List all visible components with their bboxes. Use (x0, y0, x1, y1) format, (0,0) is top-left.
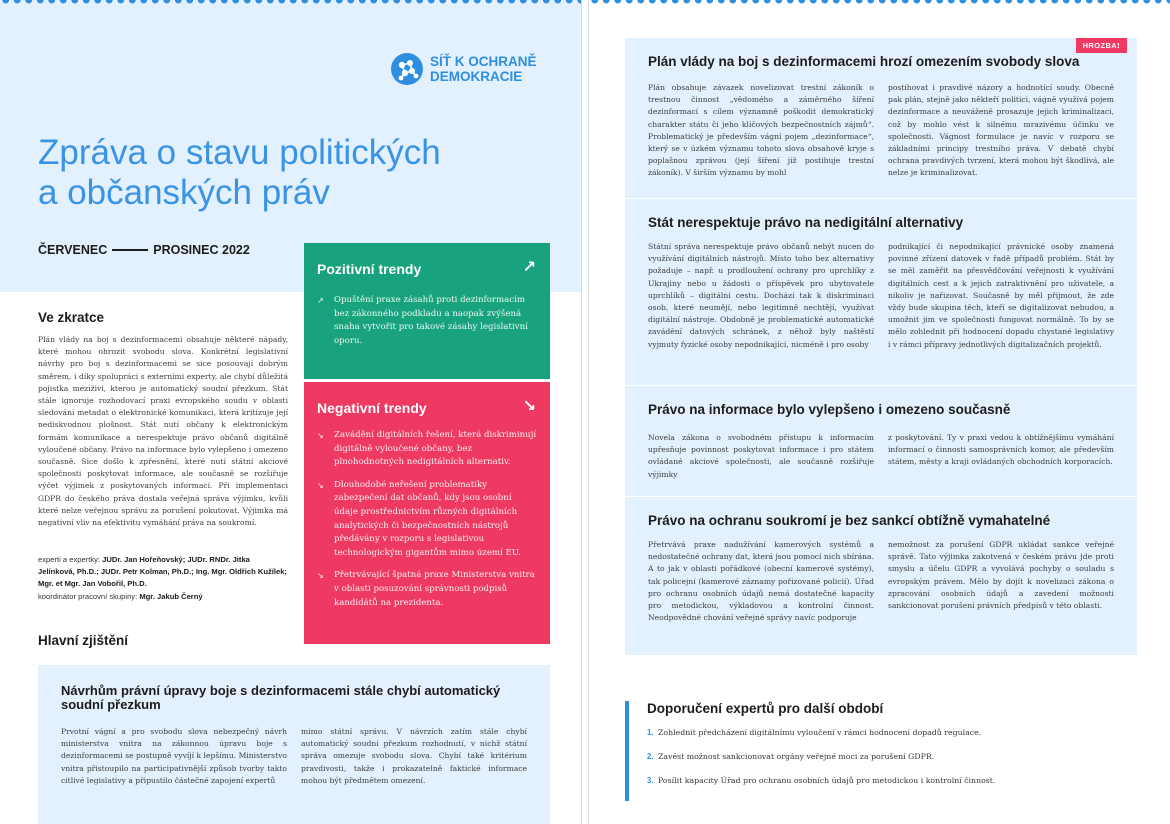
list-item (647, 751, 995, 763)
negative-item-text: Dlouhodobé neřešení problematiky zabezpečení dat občanů, kdy jsou osobní údaje prostřednictvím různých digitálních analytických či bezpečnostních nástrojů předávány v rozporu s legislativou technologickým gigantům mimo území EU. (334, 479, 521, 558)
summary-text: Plán vlády na boj s dezinformacemi obsahuje některé nápady, které mohou ohrozit svobodu slova. Konkrétní legislativní návrhy pro boj s dezinformacemi se sice posouvají dobrým směrem, i díky spolupráci s externími experty, ale chybí důležitá pojistka meziživí, kterou je automatický soudní přezkum. Stát stále ignoruje rozhodovací praxi evropského soudu v oblasti sledování metadat o elektronické komunikaci, která kritizuje její nediskvodnou plošnost. Stát nutí občany k elektronickým formám komunikace a nerespektuje právo občanů digitálně vyloučené občany. Právo na informace bylo vylepšeno i omezeno současně. Sice došlo k zpřesnění, které nutí státní akciové společnosti poskytovat informace, ale současně se rozšiřuje výčet výjimek z poskytovaných informací. Při implementaci GDPR do českého práva dostala veřejná správa výjimku, kvůli které nelze veřejnou správu za porušení pokutovat. Výjimka má negativní vliv na efektivitu vymáhání práva na soukromí. (38, 335, 288, 528)
finding-title (61, 684, 500, 712)
item-number: 1. (647, 728, 654, 737)
list-item (317, 294, 538, 348)
finding-col2: mimo státní správu. V návrzích zatím stále chybí automatický soudní přezkum rozhodnutí, v nichž státní správa omezuje svobodu slova. Chybí také kritérium pravdivosti, takže i prokazatelně faktické informace mohou být předmětem omezení. (301, 727, 527, 785)
card-title: Plán vlády na boj s dezinformacemi hrozí omezením svobody slova (648, 54, 1080, 69)
arrow-down-right-icon: ↘ (522, 396, 536, 415)
item-text: Posílit kapacity Úřad pro ochranu osobních údajů pro metodickou i kontrolní činnost. (658, 776, 996, 785)
experts-credits (38, 554, 288, 603)
dotted-border-top (589, 0, 1170, 8)
positive-trends-heading: Pozitivní trendy (317, 261, 422, 277)
finding-title-line2: soudní přezkum (61, 697, 161, 712)
card-col2: z poskytování. Ty v praxi vedou k obtížnějšímu vymáhání informací o činnosti samosprávních komor, ale především státem, městy a kraji ovládaných obchodních korporacích. (888, 433, 1114, 467)
coordinator-label: koordinátor pracovní skupiny: (38, 591, 138, 601)
coordinator-name: Mgr. Jakub Černý (139, 591, 203, 601)
recommendations-section (625, 701, 1137, 801)
card-columns (648, 241, 1114, 351)
card-col2: podnikající či nepodnikající právnické osoby znamená povinné zřízení datovek v řadě případů problém. Stát by se měl zaměřit na přesvědčování veřejnosti k využívání digitálních cest a k jejich zatraktivnění pro uživatele, a nikoliv je nařizovat. Současně by měl přijmout, že zde vždy bude skupina těch, kteří se digitalizovat nebudou, a umožnit jim ve společnosti fungovat normálně. To by se mělo zohlednit při hodnocení dopadu chystané legislativy i v rámci přípravy jednotlivých digitalizačních projektů. (888, 242, 1114, 349)
recommendations-list (647, 727, 995, 799)
report-period (38, 243, 250, 257)
finding-col1: Prvotní vágní a pro svobodu slova nebezpečný návrh ministerstva vnitra na zákonnou úpravu boje s dezinformacemi se postupně vyvíjí k lepšímu. Ministerstvo vnitra přistoupilo na participativnější způsob tvorby takto citlivé legislativy a připustilo částečné zapojení expertů (61, 727, 287, 785)
list-item (647, 775, 995, 787)
card-disinformation (625, 38, 1137, 198)
logo-text (430, 54, 537, 84)
positive-trends-box (304, 243, 550, 379)
card-col2: postihovat i pravdivé názory a hodnotící soudy. Obecně pak plán, stejně jako někteří politici, vágně využívá pojem dezinformace a neuváženě prosazuje jejich kriminalizaci, což by mohlo vést k silnému mrazivému účinku ve společnosti. Vágnost formulace je navíc v rozporu se základními principy trestního práva. V debatě chybí ochrana pravdivých tvrzení, která mohou být škodlivá, ale nelze je kriminalizovat. (888, 83, 1114, 178)
list-item (317, 429, 538, 470)
negative-trends-heading: Negativní trendy (317, 400, 427, 416)
logo-line1: SÍŤ K OCHRANĚ (430, 54, 537, 69)
bullet-arrow-icon: ↗ (317, 296, 324, 305)
item-number: 3. (647, 776, 654, 785)
dotted-border-top (0, 0, 581, 8)
findings-heading: Hlavní zjištění (38, 633, 129, 648)
card-col2: nemožnost za porušení GDPR ukládat sankce veřejné správě. Tato výjimka zakotvená v českém právu jde proti smyslu a účelu GDPR a vyvolává pochyby o souladu s evropským právem. Mělo by dojít k novelizaci zákona o zpracování osobních údajů a zavedení možnosti sankcionovat porušení právních předpisů v této oblasti. (888, 540, 1114, 611)
card-title: Právo na ochranu soukromí je bez sankcí obtížně vymahatelné (648, 513, 1051, 528)
card-col1: Plán obsahuje závazek novelizovat trestní zákoník o trestnou činnost „vědomého a záměrného šíření dezinformací s cílem významně poškodit demokratický charakter státu či jeho klíčových bezpečnostních zájmů“. Problematický je především vágní pojem „dezinformace“, který se v úzkém významu tohoto slova obsahově kryje s poplašnou zprávou (její šíření již postihuje trestní zákoník). V širším významu by mohl (648, 83, 874, 178)
card-col1: Novela zákona o svobodném přístupu k informacím upřesňuje povinnost poskytovat informace i pro státem ovládané akciové společnosti, ale současně rozšiřuje výjimky (648, 433, 874, 479)
period-end: PROSINEC 2022 (153, 243, 250, 257)
negative-trends-list (317, 429, 538, 619)
negative-item-text: Přetrvávající špatná praxe Ministerstva vnitra v oblasti posuzování správnosti podpisů kandidátů na prezidenta. (334, 570, 535, 608)
report-title (38, 133, 498, 213)
title-line1: Zpráva o stavu politických (38, 133, 441, 172)
bullet-arrow-icon: ↘ (317, 571, 324, 581)
card-columns (648, 82, 1114, 180)
card-col1: Státní správa nerespektuje právo občanů nebýt nucen do využívání digitálních nástrojů. Místo toho bez alternativy požaduje – např. u prodloužení ochrany pro uprchlíky z Ukrajiny nebo u žádosti o příspěvek pro ubytovatele uprchlíků – digitální cestu. Dochází tak k diskriminaci osob, které neumějí, nebo legitimně nechtějí, využívat digitální nástroje. Obdobně je problematické automatické zavádění datových schránek, z něhož byly naštěstí vyjmuty fyzické osoby nepodnikající, nicméně i pro osoby (648, 242, 874, 349)
recommendations-heading: Doporučení expertů pro další období (647, 701, 884, 716)
period-start: ČERVENEC (38, 243, 108, 257)
experts-names: JUDr. Jan Hořeňovský; JUDr. RNDr. Jitka Jelínková, Ph.D.; JUDr. Petr Kolman, Ph.D.; Ing. Mgr. Oldřich Kužílek; Mgr. et Mgr. Jan Vobořil, Ph.D. (38, 555, 287, 589)
item-text: Zohlednit předcházení digitálnímu vyloučení v rámci hodnocení dopadů regulace. (658, 728, 982, 737)
card-information-right (625, 386, 1137, 496)
arrow-up-right-icon: ↗ (522, 257, 536, 276)
card-privacy (625, 497, 1137, 655)
card-columns (648, 432, 1114, 481)
finding-title-line1: Návrhům právní úpravy boje s dezinformacemi stále chybí automatický (61, 683, 501, 698)
positive-trends-list (317, 294, 538, 357)
summary-heading: Ve zkratce (38, 310, 105, 325)
card-title: Právo na informace bylo vylepšeno i omezeno současně (648, 402, 1011, 417)
list-item (317, 569, 538, 610)
card-columns (648, 539, 1114, 624)
bullet-arrow-icon: ↘ (317, 480, 324, 490)
left-page (0, 0, 582, 824)
bullet-arrow-icon: ↘ (317, 431, 324, 440)
title-line2: a občanských práv (38, 173, 330, 212)
item-text: Zavést možnost sankcionovat orgány veřejné moci za porušení GDPR. (658, 752, 935, 761)
card-digital-alternatives (625, 199, 1137, 385)
card-title: Stát nerespektuje právo na nedigitální alternativy (648, 215, 964, 230)
card-col1: Přetrvává praxe nadužívání kamerových systémů a nedostatečné ochrany dat, která jsou pomocí nich sbírána. A to jak v oblasti pořádkové (obecní kamerové systémy), tak policejní (kamerové záznamy pořizované policií). Úřad pro ochranu osobních údajů nemá dostatečné kapacity pro metodickou, výkladovou a kontrolní činnost. Neodpovědné chování veřejné správy navíc podporuje (648, 540, 874, 623)
organization-logo (390, 52, 537, 86)
period-dash (112, 249, 148, 251)
finding-card (38, 665, 550, 824)
negative-trends-box (304, 382, 550, 644)
experts-label: experti a expertky: (38, 555, 101, 564)
item-number: 2. (647, 752, 654, 761)
logo-line2: DEMOKRACIE (430, 69, 523, 84)
network-logo-icon (390, 52, 424, 86)
threat-badge: HROZBA! (1076, 38, 1127, 53)
list-item (647, 727, 995, 739)
finding-columns (61, 726, 527, 787)
positive-item-text: Opuštění praxe zásahů proti dezinformacím bez zákonného podkladu a naopak zvýšená snaha vytvořit pro takové zásahy legislativní oporu. (334, 295, 528, 346)
negative-item-text: Zavádění digitálních řešení, která diskriminují digitálně vyloučené občany, bez plnohodnotných nedigitálních alternativ. (334, 430, 537, 468)
list-item (317, 479, 538, 561)
